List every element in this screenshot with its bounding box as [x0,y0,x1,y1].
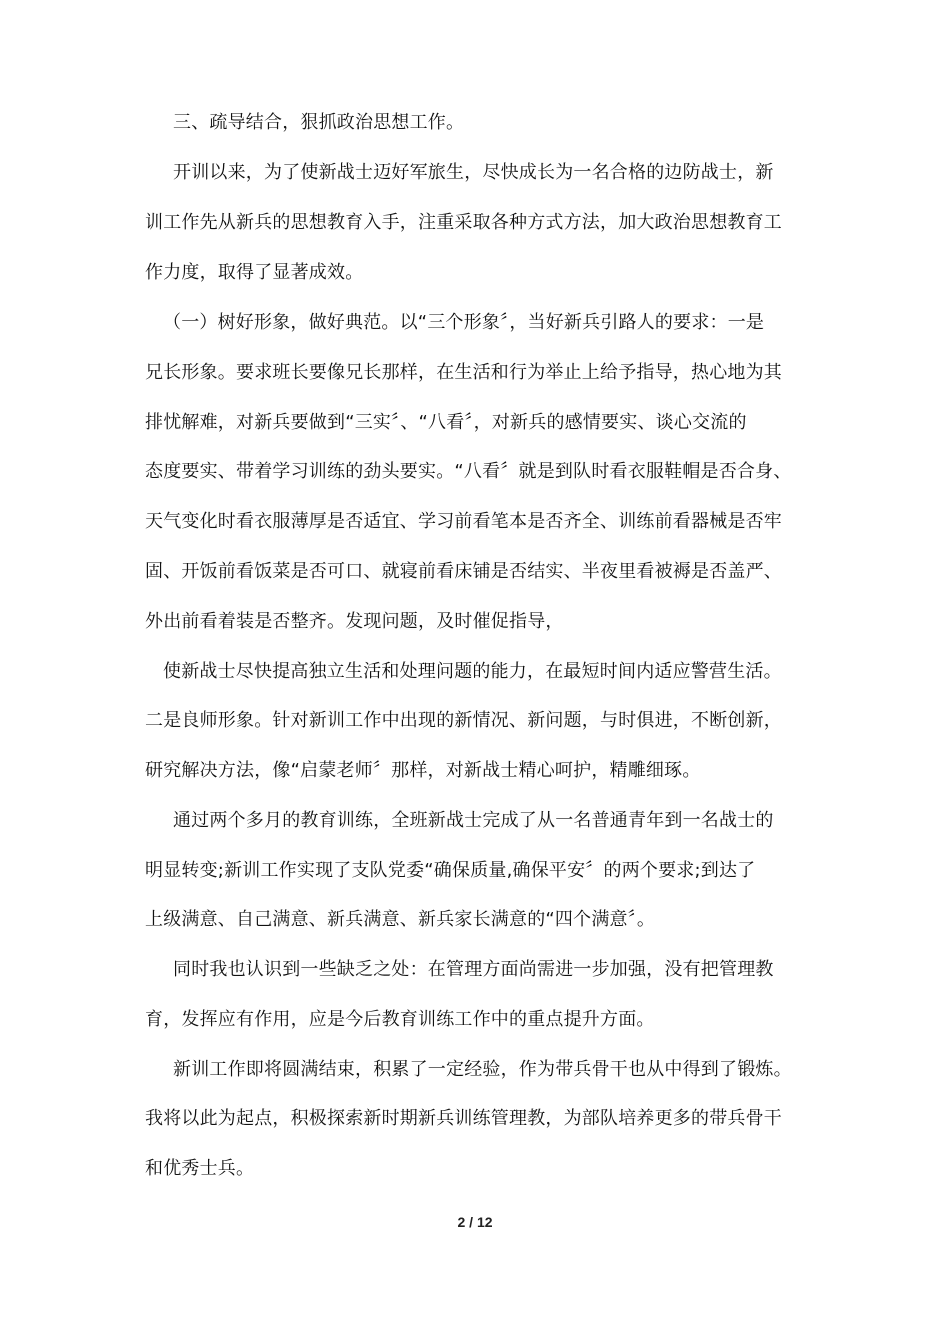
page-number: 2 / 12 [457,1214,493,1230]
paragraph-line: 天气变化时看衣服薄厚是否适宜、学习前看笔本是否齐全、训练前看器械是否牢 [145,511,782,532]
paragraph-line: 二是良师形象。针对新训工作中出现的新情况、新问题，与时俱进，不断创新， [145,710,782,731]
paragraph-line: 上级满意、自己满意、新兵满意、新兵家长满意的“四个满意〞。 [145,909,656,930]
paragraph-line: 排忧解难，对新兵要做到“三实〞、“八看〞，对新兵的感情要实、谈心交流的 [145,412,747,433]
paragraph-line: 作力度，取得了显著成效。 [145,262,364,283]
paragraph-line: 外出前看着装是否整齐。发现问题，及时催促指导， [145,611,564,632]
paragraph-line: 使新战士尽快提高独立生活和处理问题的能力，在最短时间内适应警营生活。 [163,661,782,682]
paragraph-line: 开训以来，为了使新战士迈好军旅生，尽快成长为一名合格的边防战士，新 [173,162,774,183]
paragraph-line: 训工作先从新兵的思想教育入手，注重采取各种方式方法，加大政治思想教育工 [145,212,782,233]
paragraph-line: 态度要实、带着学习训练的劲头要实。“八看〞就是到队时看衣服鞋帽是否合身、 [145,461,792,482]
paragraph-line: 三、疏导结合，狠抓政治思想工作。 [173,112,465,133]
paragraph-line: 明显转变;新训工作实现了支队党委“确保质量,确保平安〞的两个要求;到达了 [145,860,756,881]
paragraph-line: 育，发挥应有作用，应是今后教育训练工作中的重点提升方面。 [145,1009,655,1030]
paragraph-line: 兄长形象。要求班长要像兄长那样，在生活和行为举止上给予指导，热心地为其 [145,362,782,383]
paragraph-line: 和优秀士兵。 [145,1158,255,1179]
paragraph-line: 新训工作即将圆满结束，积累了一定经验，作为带兵骨干也从中得到了锻炼。 [173,1059,792,1080]
paragraph-line: （一）树好形象，做好典范。以“三个形象〞，当好新兵引路人的要求：一是 [163,312,765,333]
paragraph-line: 我将以此为起点，积极探索新时期新兵训练管理教，为部队培养更多的带兵骨干 [145,1108,782,1129]
paragraph-line: 通过两个多月的教育训练，全班新战士完成了从一名普通青年到一名战士的 [173,810,774,831]
paragraph-line: 同时我也认识到一些缺乏之处：在管理方面尚需进一步加强，没有把管理教 [173,959,774,980]
paragraph-line: 固、开饭前看饭菜是否可口、就寝前看床铺是否结实、半夜里看被褥是否盖严、 [145,561,782,582]
paragraph-line: 研究解决方法，像“启蒙老师〞那样，对新战士精心呵护，精雕细琢。 [145,760,701,781]
